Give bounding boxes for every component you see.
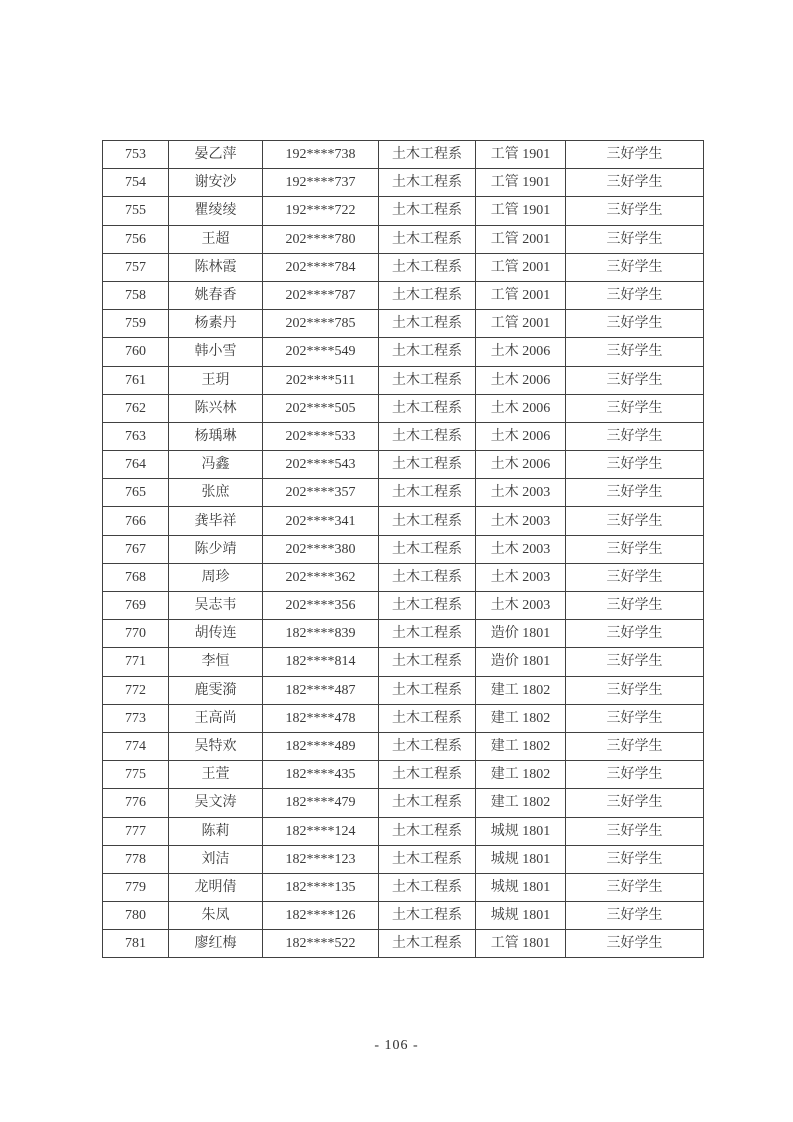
- cell-department: 土木工程系: [379, 789, 476, 817]
- cell-index: 775: [103, 761, 169, 789]
- cell-award: 三好学生: [566, 930, 704, 958]
- cell-index: 765: [103, 479, 169, 507]
- table-row: [103, 366, 704, 394]
- cell-department: 土木工程系: [379, 479, 476, 507]
- table-row: [103, 310, 704, 338]
- cell-name: 陈兴林: [169, 394, 263, 422]
- cell-student-id: 182****435: [263, 761, 379, 789]
- cell-class: 土木 2003: [476, 507, 566, 535]
- table-row: [103, 648, 704, 676]
- cell-award: 三好学生: [566, 704, 704, 732]
- cell-department: 土木工程系: [379, 845, 476, 873]
- cell-department: 土木工程系: [379, 281, 476, 309]
- cell-award: 三好学生: [566, 479, 704, 507]
- cell-name: 陈林霞: [169, 253, 263, 281]
- cell-name: 谢安沙: [169, 169, 263, 197]
- cell-class: 城规 1801: [476, 845, 566, 873]
- cell-award: 三好学生: [566, 366, 704, 394]
- table-row: [103, 761, 704, 789]
- cell-name: 瞿绫绫: [169, 197, 263, 225]
- cell-award: 三好学生: [566, 676, 704, 704]
- cell-award: 三好学生: [566, 281, 704, 309]
- cell-class: 土木 2003: [476, 563, 566, 591]
- cell-award: 三好学生: [566, 507, 704, 535]
- cell-index: 766: [103, 507, 169, 535]
- cell-award: 三好学生: [566, 338, 704, 366]
- cell-name: 冯鑫: [169, 451, 263, 479]
- cell-class: 土木 2006: [476, 394, 566, 422]
- cell-class: 工管 1901: [476, 197, 566, 225]
- table-row: [103, 281, 704, 309]
- cell-class: 工管 1801: [476, 930, 566, 958]
- cell-class: 土木 2006: [476, 422, 566, 450]
- cell-class: 工管 2001: [476, 225, 566, 253]
- cell-name: 王玥: [169, 366, 263, 394]
- table-row: [103, 592, 704, 620]
- cell-award: 三好学生: [566, 902, 704, 930]
- cell-class: 建工 1802: [476, 676, 566, 704]
- cell-name: 王萱: [169, 761, 263, 789]
- cell-department: 土木工程系: [379, 507, 476, 535]
- table-row: [103, 197, 704, 225]
- cell-student-id: 192****722: [263, 197, 379, 225]
- cell-student-id: 202****357: [263, 479, 379, 507]
- cell-department: 土木工程系: [379, 422, 476, 450]
- cell-name: 杨瑀琳: [169, 422, 263, 450]
- cell-student-id: 202****505: [263, 394, 379, 422]
- table-row: [103, 169, 704, 197]
- table-row: [103, 789, 704, 817]
- cell-index: 778: [103, 845, 169, 873]
- cell-award: 三好学生: [566, 451, 704, 479]
- cell-class: 城规 1801: [476, 817, 566, 845]
- cell-department: 土木工程系: [379, 394, 476, 422]
- cell-name: 王高尚: [169, 704, 263, 732]
- cell-department: 土木工程系: [379, 535, 476, 563]
- cell-award: 三好学生: [566, 592, 704, 620]
- cell-award: 三好学生: [566, 197, 704, 225]
- table-row: [103, 451, 704, 479]
- cell-award: 三好学生: [566, 141, 704, 169]
- table-row: [103, 704, 704, 732]
- cell-student-id: 202****341: [263, 507, 379, 535]
- cell-name: 王超: [169, 225, 263, 253]
- cell-student-id: 202****511: [263, 366, 379, 394]
- cell-index: 762: [103, 394, 169, 422]
- cell-index: 764: [103, 451, 169, 479]
- cell-department: 土木工程系: [379, 704, 476, 732]
- cell-name: 吴特欢: [169, 732, 263, 760]
- cell-name: 吴志韦: [169, 592, 263, 620]
- cell-student-id: 182****478: [263, 704, 379, 732]
- cell-class: 造价 1801: [476, 620, 566, 648]
- cell-award: 三好学生: [566, 394, 704, 422]
- cell-index: 761: [103, 366, 169, 394]
- table-row: [103, 479, 704, 507]
- awards-table: [102, 140, 704, 958]
- cell-student-id: 202****533: [263, 422, 379, 450]
- cell-student-id: 202****785: [263, 310, 379, 338]
- cell-student-id: 202****362: [263, 563, 379, 591]
- cell-award: 三好学生: [566, 422, 704, 450]
- cell-index: 767: [103, 535, 169, 563]
- cell-department: 土木工程系: [379, 451, 476, 479]
- cell-award: 三好学生: [566, 225, 704, 253]
- cell-award: 三好学生: [566, 535, 704, 563]
- cell-index: 780: [103, 902, 169, 930]
- cell-award: 三好学生: [566, 563, 704, 591]
- cell-student-id: 202****356: [263, 592, 379, 620]
- cell-student-id: 182****814: [263, 648, 379, 676]
- table-row: [103, 845, 704, 873]
- cell-index: 772: [103, 676, 169, 704]
- table-row: [103, 676, 704, 704]
- cell-name: 陈莉: [169, 817, 263, 845]
- cell-index: 756: [103, 225, 169, 253]
- cell-student-id: 182****487: [263, 676, 379, 704]
- cell-student-id: 182****124: [263, 817, 379, 845]
- awards-table-body: [103, 141, 704, 958]
- cell-department: 土木工程系: [379, 676, 476, 704]
- table-row: [103, 930, 704, 958]
- cell-class: 建工 1802: [476, 761, 566, 789]
- cell-department: 土木工程系: [379, 169, 476, 197]
- cell-name: 韩小雪: [169, 338, 263, 366]
- cell-student-id: 202****549: [263, 338, 379, 366]
- cell-student-id: 202****380: [263, 535, 379, 563]
- cell-index: 759: [103, 310, 169, 338]
- cell-department: 土木工程系: [379, 648, 476, 676]
- cell-class: 土木 2003: [476, 535, 566, 563]
- cell-index: 753: [103, 141, 169, 169]
- cell-student-id: 182****522: [263, 930, 379, 958]
- table-row: [103, 902, 704, 930]
- cell-name: 姚春香: [169, 281, 263, 309]
- cell-student-id: 202****784: [263, 253, 379, 281]
- cell-index: 769: [103, 592, 169, 620]
- cell-department: 土木工程系: [379, 563, 476, 591]
- cell-student-id: 182****839: [263, 620, 379, 648]
- cell-student-id: 192****738: [263, 141, 379, 169]
- cell-student-id: 182****123: [263, 845, 379, 873]
- cell-award: 三好学生: [566, 253, 704, 281]
- cell-student-id: 182****126: [263, 902, 379, 930]
- cell-name: 陈少靖: [169, 535, 263, 563]
- cell-student-id: 202****787: [263, 281, 379, 309]
- cell-index: 754: [103, 169, 169, 197]
- cell-name: 鹿雯漪: [169, 676, 263, 704]
- cell-award: 三好学生: [566, 845, 704, 873]
- cell-name: 朱凤: [169, 902, 263, 930]
- cell-class: 建工 1802: [476, 704, 566, 732]
- table-row: [103, 817, 704, 845]
- cell-student-id: 192****737: [263, 169, 379, 197]
- cell-award: 三好学生: [566, 761, 704, 789]
- cell-award: 三好学生: [566, 648, 704, 676]
- cell-index: 755: [103, 197, 169, 225]
- cell-department: 土木工程系: [379, 141, 476, 169]
- cell-index: 758: [103, 281, 169, 309]
- cell-department: 土木工程系: [379, 310, 476, 338]
- cell-index: 771: [103, 648, 169, 676]
- cell-index: 770: [103, 620, 169, 648]
- cell-class: 土木 2006: [476, 366, 566, 394]
- cell-award: 三好学生: [566, 620, 704, 648]
- cell-award: 三好学生: [566, 732, 704, 760]
- cell-name: 刘洁: [169, 845, 263, 873]
- cell-award: 三好学生: [566, 310, 704, 338]
- table-row: [103, 873, 704, 901]
- table-row: [103, 732, 704, 760]
- cell-department: 土木工程系: [379, 761, 476, 789]
- page-number: - 106 -: [374, 1038, 419, 1053]
- cell-name: 晏乙萍: [169, 141, 263, 169]
- cell-index: 757: [103, 253, 169, 281]
- cell-index: 773: [103, 704, 169, 732]
- cell-class: 工管 1901: [476, 141, 566, 169]
- cell-department: 土木工程系: [379, 732, 476, 760]
- table-row: [103, 507, 704, 535]
- cell-index: 781: [103, 930, 169, 958]
- cell-class: 工管 2001: [476, 281, 566, 309]
- table-row: [103, 535, 704, 563]
- cell-name: 龚毕祥: [169, 507, 263, 535]
- cell-department: 土木工程系: [379, 817, 476, 845]
- cell-class: 城规 1801: [476, 873, 566, 901]
- cell-class: 建工 1802: [476, 732, 566, 760]
- cell-student-id: 202****780: [263, 225, 379, 253]
- cell-class: 土木 2006: [476, 338, 566, 366]
- cell-name: 龙明倩: [169, 873, 263, 901]
- cell-department: 土木工程系: [379, 225, 476, 253]
- cell-department: 土木工程系: [379, 930, 476, 958]
- cell-department: 土木工程系: [379, 873, 476, 901]
- cell-class: 工管 2001: [476, 253, 566, 281]
- cell-index: 768: [103, 563, 169, 591]
- cell-name: 胡传连: [169, 620, 263, 648]
- cell-student-id: 202****543: [263, 451, 379, 479]
- table-row: [103, 141, 704, 169]
- cell-index: 777: [103, 817, 169, 845]
- cell-name: 杨素丹: [169, 310, 263, 338]
- cell-award: 三好学生: [566, 817, 704, 845]
- cell-department: 土木工程系: [379, 197, 476, 225]
- cell-department: 土木工程系: [379, 902, 476, 930]
- cell-name: 廖红梅: [169, 930, 263, 958]
- cell-index: 760: [103, 338, 169, 366]
- table-row: [103, 394, 704, 422]
- cell-name: 吴文涛: [169, 789, 263, 817]
- table-row: [103, 563, 704, 591]
- cell-award: 三好学生: [566, 169, 704, 197]
- cell-name: 张庶: [169, 479, 263, 507]
- cell-index: 776: [103, 789, 169, 817]
- table-row: [103, 225, 704, 253]
- cell-department: 土木工程系: [379, 253, 476, 281]
- cell-class: 城规 1801: [476, 902, 566, 930]
- table-row: [103, 620, 704, 648]
- cell-index: 763: [103, 422, 169, 450]
- cell-class: 土木 2003: [476, 479, 566, 507]
- cell-student-id: 182****489: [263, 732, 379, 760]
- cell-department: 土木工程系: [379, 338, 476, 366]
- table-row: [103, 422, 704, 450]
- cell-class: 土木 2006: [476, 451, 566, 479]
- cell-student-id: 182****479: [263, 789, 379, 817]
- cell-award: 三好学生: [566, 789, 704, 817]
- cell-name: 周珍: [169, 563, 263, 591]
- cell-department: 土木工程系: [379, 366, 476, 394]
- table-row: [103, 338, 704, 366]
- cell-department: 土木工程系: [379, 620, 476, 648]
- cell-index: 779: [103, 873, 169, 901]
- cell-award: 三好学生: [566, 873, 704, 901]
- cell-name: 李恒: [169, 648, 263, 676]
- cell-class: 造价 1801: [476, 648, 566, 676]
- cell-class: 工管 2001: [476, 310, 566, 338]
- cell-index: 774: [103, 732, 169, 760]
- cell-department: 土木工程系: [379, 592, 476, 620]
- cell-class: 建工 1802: [476, 789, 566, 817]
- cell-class: 工管 1901: [476, 169, 566, 197]
- table-row: [103, 253, 704, 281]
- cell-student-id: 182****135: [263, 873, 379, 901]
- cell-class: 土木 2003: [476, 592, 566, 620]
